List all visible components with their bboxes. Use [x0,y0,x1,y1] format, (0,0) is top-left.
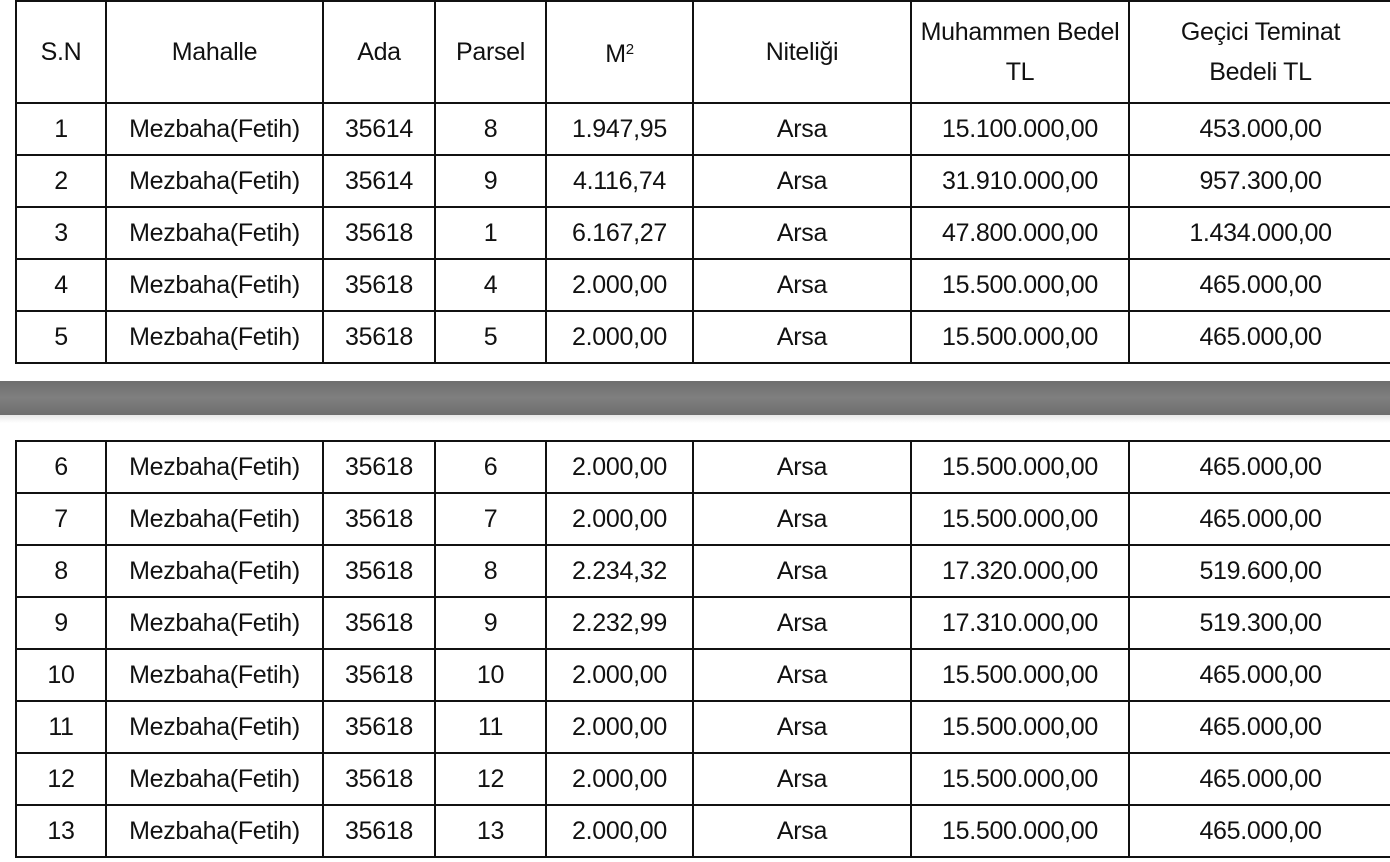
cell-m2: 2.000,00 [546,753,693,805]
cell-nitelik: Arsa [693,805,911,857]
cell-m2: 2.000,00 [546,649,693,701]
rows-top [16,103,1390,363]
parcel-table-top [15,0,1390,364]
cell-nitelik: Arsa [693,649,911,701]
table-row [16,805,1390,857]
cell-teminat: 465.000,00 [1129,493,1390,545]
divider-shadow [0,415,1390,423]
table-row [16,493,1390,545]
cell-sn: 10 [16,649,106,701]
cell-m2: 2.000,00 [546,259,693,311]
cell-mahalle: Mezbaha(Fetih) [106,311,323,363]
cell-ada: 35618 [323,441,435,493]
cell-muhammen: 15.500.000,00 [911,805,1129,857]
header-parsel: Parsel [435,1,546,103]
cell-sn: 7 [16,493,106,545]
cell-nitelik: Arsa [693,597,911,649]
cell-m2: 2.000,00 [546,701,693,753]
cell-sn: 12 [16,753,106,805]
cell-muhammen: 31.910.000,00 [911,155,1129,207]
cell-m2: 2.000,00 [546,441,693,493]
cell-teminat: 519.600,00 [1129,545,1390,597]
cell-teminat: 465.000,00 [1129,701,1390,753]
cell-sn: 4 [16,259,106,311]
cell-sn: 13 [16,805,106,857]
table-row [16,259,1390,311]
cell-ada: 35618 [323,649,435,701]
table-row [16,649,1390,701]
cell-teminat: 465.000,00 [1129,441,1390,493]
cell-parsel: 13 [435,805,546,857]
table-row [16,753,1390,805]
cell-sn: 6 [16,441,106,493]
cell-sn: 9 [16,597,106,649]
cell-muhammen: 47.800.000,00 [911,207,1129,259]
header-muhammen [911,1,1129,103]
cell-sn: 2 [16,155,106,207]
cell-parsel: 1 [435,207,546,259]
cell-mahalle: Mezbaha(Fetih) [106,155,323,207]
header-gecici-line2: Bedeli TL [1209,58,1312,86]
cell-m2: 1.947,95 [546,103,693,155]
cell-teminat: 465.000,00 [1129,753,1390,805]
cell-parsel: 8 [435,103,546,155]
cell-mahalle: Mezbaha(Fetih) [106,753,323,805]
cell-teminat: 465.000,00 [1129,311,1390,363]
cell-m2: 2.232,99 [546,597,693,649]
header-muhammen-line2: TL [1005,58,1035,86]
cell-muhammen: 15.100.000,00 [911,103,1129,155]
cell-teminat: 465.000,00 [1129,805,1390,857]
cell-ada: 35618 [323,493,435,545]
cell-mahalle: Mezbaha(Fetih) [106,649,323,701]
cell-parsel: 5 [435,311,546,363]
cell-m2: 2.234,32 [546,545,693,597]
header-mahalle: Mahalle [106,1,323,103]
cell-mahalle: Mezbaha(Fetih) [106,545,323,597]
cell-mahalle: Mezbaha(Fetih) [106,207,323,259]
cell-parsel: 11 [435,701,546,753]
table-row [16,207,1390,259]
table-row [16,103,1390,155]
cell-ada: 35618 [323,311,435,363]
header-ada: Ada [323,1,435,103]
table-row [16,545,1390,597]
table-row [16,311,1390,363]
cell-muhammen: 15.500.000,00 [911,753,1129,805]
cell-parsel: 4 [435,259,546,311]
cell-muhammen: 15.500.000,00 [911,441,1129,493]
parcel-table-bottom [15,440,1390,858]
cell-teminat: 465.000,00 [1129,649,1390,701]
table-row [16,597,1390,649]
cell-ada: 35618 [323,753,435,805]
cell-muhammen: 15.500.000,00 [911,649,1129,701]
header-m2-sup: 2 [625,41,634,58]
cell-muhammen: 17.320.000,00 [911,545,1129,597]
cell-sn: 3 [16,207,106,259]
header-niteligi: Niteliği [693,1,911,103]
cell-sn: 1 [16,103,106,155]
cell-teminat: 519.300,00 [1129,597,1390,649]
cell-parsel: 10 [435,649,546,701]
cell-m2: 2.000,00 [546,493,693,545]
cell-nitelik: Arsa [693,311,911,363]
cell-m2: 4.116,74 [546,155,693,207]
cell-mahalle: Mezbaha(Fetih) [106,259,323,311]
cell-m2: 2.000,00 [546,311,693,363]
cell-teminat: 1.434.000,00 [1129,207,1390,259]
header-gecici-line1: Geçici Teminat [1180,18,1341,46]
cell-nitelik: Arsa [693,259,911,311]
header-muhammen-line1: Muhammen Bedel [920,18,1120,46]
cell-m2: 2.000,00 [546,805,693,857]
table-row [16,701,1390,753]
cell-mahalle: Mezbaha(Fetih) [106,597,323,649]
cell-muhammen: 15.500.000,00 [911,493,1129,545]
cell-nitelik: Arsa [693,207,911,259]
cell-nitelik: Arsa [693,155,911,207]
cell-nitelik: Arsa [693,753,911,805]
cell-nitelik: Arsa [693,441,911,493]
header-row [16,1,1390,103]
page-divider [0,381,1390,415]
cell-sn: 8 [16,545,106,597]
cell-sn: 5 [16,311,106,363]
cell-ada: 35618 [323,805,435,857]
rows-bottom [16,441,1390,857]
header-m2 [546,1,693,103]
cell-sn: 11 [16,701,106,753]
cell-ada: 35618 [323,259,435,311]
cell-ada: 35614 [323,103,435,155]
cell-ada: 35618 [323,597,435,649]
cell-ada: 35618 [323,545,435,597]
cell-muhammen: 15.500.000,00 [911,311,1129,363]
cell-parsel: 12 [435,753,546,805]
table-row [16,441,1390,493]
cell-ada: 35614 [323,155,435,207]
cell-ada: 35618 [323,701,435,753]
cell-muhammen: 17.310.000,00 [911,597,1129,649]
cell-parsel: 9 [435,155,546,207]
cell-parsel: 6 [435,441,546,493]
cell-mahalle: Mezbaha(Fetih) [106,805,323,857]
cell-nitelik: Arsa [693,103,911,155]
cell-nitelik: Arsa [693,701,911,753]
cell-teminat: 453.000,00 [1129,103,1390,155]
cell-nitelik: Arsa [693,493,911,545]
cell-teminat: 465.000,00 [1129,259,1390,311]
cell-muhammen: 15.500.000,00 [911,701,1129,753]
cell-parsel: 8 [435,545,546,597]
cell-mahalle: Mezbaha(Fetih) [106,701,323,753]
cell-nitelik: Arsa [693,545,911,597]
cell-mahalle: Mezbaha(Fetih) [106,493,323,545]
cell-mahalle: Mezbaha(Fetih) [106,103,323,155]
cell-m2: 6.167,27 [546,207,693,259]
header-gecici [1129,1,1390,103]
cell-teminat: 957.300,00 [1129,155,1390,207]
cell-parsel: 9 [435,597,546,649]
header-sn: S.N [16,1,106,103]
cell-parsel: 7 [435,493,546,545]
cell-ada: 35618 [323,207,435,259]
cell-muhammen: 15.500.000,00 [911,259,1129,311]
header-m2-base: M [605,40,626,68]
table-row [16,155,1390,207]
cell-mahalle: Mezbaha(Fetih) [106,441,323,493]
